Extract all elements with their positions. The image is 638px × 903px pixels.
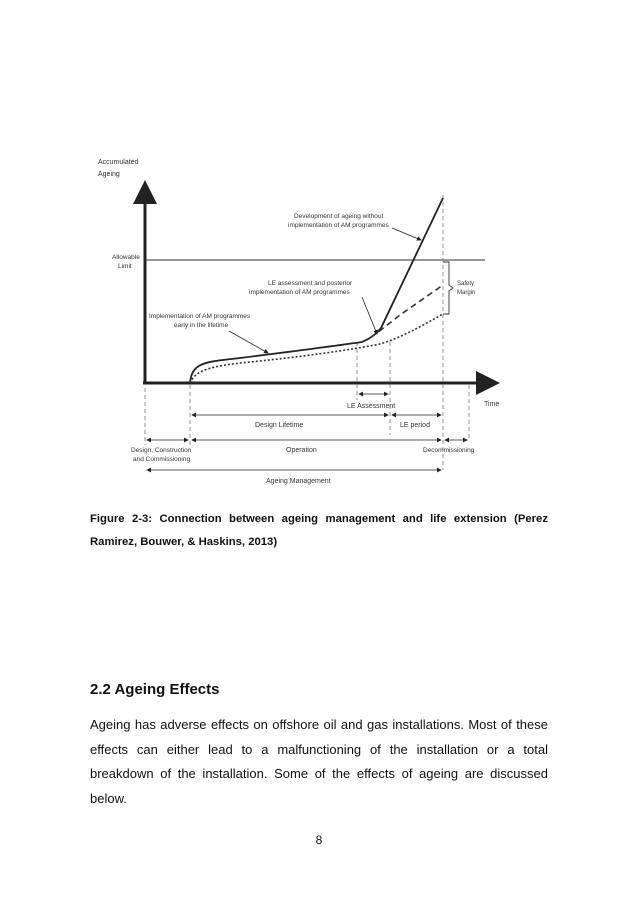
ageing-management-figure bbox=[90, 150, 510, 500]
le-posterior-pointer bbox=[362, 297, 377, 334]
early-am-label-1: Implementation of AM programmes bbox=[149, 313, 251, 320]
y-axis-label-1: Accumulated bbox=[98, 159, 139, 166]
ageing-diagram bbox=[90, 150, 510, 500]
early-am-pointer bbox=[229, 331, 268, 353]
le-posterior-label-2: implementation of AM programmes bbox=[249, 289, 350, 296]
le-period-label: LE period bbox=[400, 422, 430, 429]
x-axis-label: Time bbox=[484, 401, 500, 408]
page-number: 8 bbox=[315, 833, 323, 847]
operation-label: Operation bbox=[286, 447, 317, 454]
early-am-label-2: early in the lifetime bbox=[174, 322, 229, 329]
safety-margin-label-2: Margin bbox=[457, 290, 476, 296]
safety-margin-bracket bbox=[443, 262, 453, 314]
without-am-label-1: Development of ageing without bbox=[294, 213, 384, 220]
ageing-le-assessment-curve bbox=[362, 285, 443, 342]
le-posterior-label-1: LE assessment and posterior bbox=[268, 280, 353, 287]
ageing-management-label: Ageing Management bbox=[266, 478, 331, 485]
allowable-limit-label-2: Limit bbox=[118, 263, 132, 270]
without-am-label-2: implementation of AM programmes bbox=[288, 222, 389, 229]
le-assessment-label: LE Assessment bbox=[347, 403, 396, 410]
y-axis-label-2: Ageing bbox=[98, 171, 120, 178]
figure-caption: Figure 2-3: Connection between ageing management and life extension (Perez Ramirez, Bouwer, & Haskins, 2013) bbox=[90, 513, 548, 548]
without-am-pointer bbox=[392, 228, 421, 240]
design-construction-label-2: and Commissioning bbox=[133, 456, 191, 463]
section-paragraph: Ageing has adverse effects on offshore oil and gas installations. Most of these effects can either lead to a malfunctioning of the installation or a total breakdown of the installation. Some of the effects of ageing are discussed below. bbox=[90, 717, 548, 806]
design-lifetime-label: Design Lifetime bbox=[255, 422, 304, 429]
safety-margin-label-1: Safety bbox=[457, 281, 475, 287]
section-heading: 2.2 Ageing Effects bbox=[90, 681, 220, 698]
decommissioning-label: Decommissioning bbox=[423, 447, 475, 454]
allowable-limit-label-1: Allowable bbox=[112, 254, 140, 261]
design-construction-label-1: Design, Construction bbox=[131, 447, 192, 454]
